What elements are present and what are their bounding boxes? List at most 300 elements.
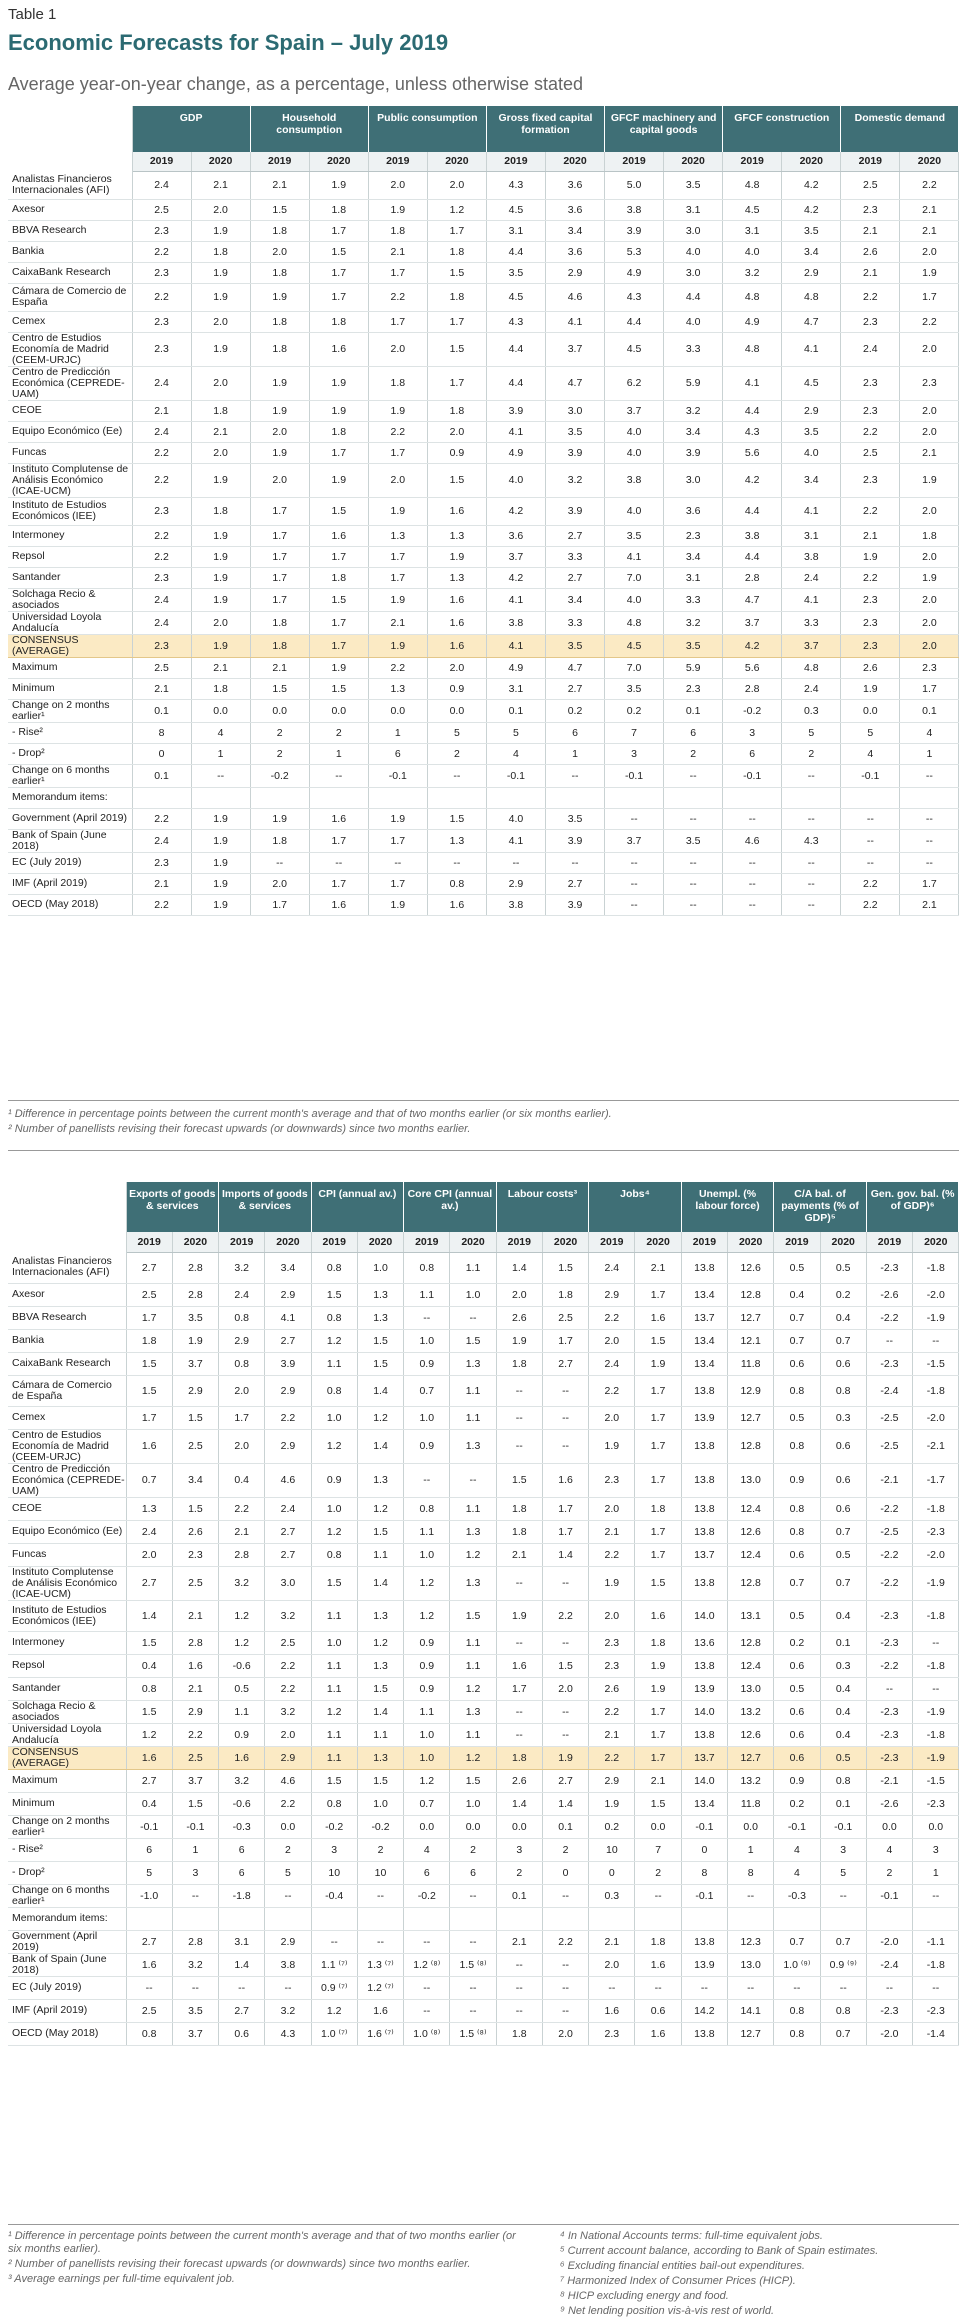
table-cell: 1.8: [496, 1520, 542, 1543]
table-cell: --: [605, 808, 664, 829]
table-cell: 3.5: [172, 1999, 218, 2022]
table-cell: 6: [404, 1861, 450, 1884]
table-cell: 1.7: [309, 220, 368, 241]
table-cell: 0.7: [404, 1792, 450, 1815]
table-cell: -2.0: [866, 2022, 912, 2045]
table-row: [8, 1861, 959, 1884]
table-cell: 3.4: [265, 1252, 311, 1283]
row-label: Bankia: [8, 1329, 126, 1352]
table-cell: --: [309, 852, 368, 873]
table-cell: 1: [172, 1838, 218, 1861]
column-group-header: Domestic demand: [841, 106, 959, 152]
table-cell: 4.0: [605, 588, 664, 611]
table-cell: 1.8: [635, 1930, 681, 1953]
table-cell: 2.1: [900, 220, 959, 241]
table-cell: 2.9: [265, 1375, 311, 1406]
table-cell: 0.3: [589, 1884, 635, 1907]
table-cell: -1.8: [913, 1252, 959, 1283]
table-cell: 1.7: [368, 873, 427, 894]
table-cell: 5.9: [664, 366, 723, 400]
table-cell: 1.3: [368, 525, 427, 546]
table-cell: -2.3: [913, 1520, 959, 1543]
table-cell: 1: [913, 1861, 959, 1884]
table-cell: 3.7: [605, 400, 664, 421]
table-cell: --: [368, 852, 427, 873]
table-cell: 8: [132, 722, 191, 743]
table-cell: [681, 1907, 727, 1930]
table-cell: -1.8: [913, 1654, 959, 1677]
table-cell: -2.2: [866, 1566, 912, 1600]
table-cell: 1.2: [311, 1329, 357, 1352]
table-cell: 2.1: [589, 1520, 635, 1543]
table-cell: [900, 787, 959, 808]
table-cell: 1.3: [427, 525, 486, 546]
table-cell: 1.9: [542, 1746, 588, 1769]
table-cell: -0.1: [866, 1884, 912, 1907]
table-row: [8, 241, 959, 262]
table-cell: 4.2: [486, 567, 545, 588]
table-cell: 7.0: [605, 657, 664, 678]
table-cell: 3.2: [219, 1769, 265, 1792]
header-blank: [8, 106, 132, 152]
table-cell: 1.7: [368, 829, 427, 852]
table-cell: --: [404, 1463, 450, 1497]
row-label: Change on 6 months earlier¹: [8, 764, 132, 787]
table-cell: 3.7: [172, 1769, 218, 1792]
table-cell: 1.1: [357, 1723, 403, 1746]
table-cell: -2.0: [913, 1543, 959, 1566]
table-cell: 1.8: [368, 366, 427, 400]
table-cell: 1: [728, 1838, 774, 1861]
table-cell: 0.8: [311, 1375, 357, 1406]
table-cell: 4.8: [723, 171, 782, 199]
table-cell: 0.8: [219, 1352, 265, 1375]
table-cell: -1.8: [913, 1375, 959, 1406]
table-cell: 1.1: [450, 1406, 496, 1429]
table-cell: 2: [664, 743, 723, 764]
table-cell: 4: [900, 722, 959, 743]
table-cell: 1.5: [357, 1329, 403, 1352]
table-row: [8, 1999, 959, 2022]
column-group-header: Unempl. (% labour force): [681, 1182, 774, 1232]
table-cell: 1.5: [450, 1329, 496, 1352]
table-cell: 4.3: [723, 421, 782, 442]
row-label: CaixaBank Research: [8, 262, 132, 283]
table-cell: 4.0: [723, 241, 782, 262]
table-cell: 13.8: [681, 1429, 727, 1463]
table-cell: 1.8: [635, 1631, 681, 1654]
table-cell: 2.0: [900, 241, 959, 262]
table-cell: 6: [723, 743, 782, 764]
table-cell: 1.9: [589, 1566, 635, 1600]
row-label: IMF (April 2019): [8, 873, 132, 894]
table-cell: 2.5: [265, 1631, 311, 1654]
table-cell: 3.2: [219, 1252, 265, 1283]
table-cell: 3.6: [664, 497, 723, 525]
table-cell: 1.3: [450, 1566, 496, 1600]
table-cell: 2.0: [900, 497, 959, 525]
table-cell: 1.6: [126, 1953, 172, 1976]
table-cell: 2.3: [132, 634, 191, 657]
table-cell: 0.7: [820, 1329, 866, 1352]
table-cell: --: [404, 1999, 450, 2022]
table-cell: -0.1: [172, 1815, 218, 1838]
table-cell: -2.5: [866, 1429, 912, 1463]
table-cell: 1.6: [542, 1463, 588, 1497]
table-cell: 2.3: [589, 1654, 635, 1677]
year-header: 2019: [486, 152, 545, 171]
table-cell: 0.2: [774, 1792, 820, 1815]
table-cell: 10: [311, 1861, 357, 1884]
table-cell: 2.4: [132, 171, 191, 199]
table-cell: 3.5: [782, 421, 841, 442]
table-cell: 3.6: [486, 525, 545, 546]
table-cell: 2.7: [545, 873, 604, 894]
column-group-header: GFCF machinery and capital goods: [605, 106, 723, 152]
row-label: - Drop²: [8, 1861, 126, 1884]
table-cell: 3.6: [545, 241, 604, 262]
table-cell: 2.1: [841, 525, 900, 546]
table-cell: 12.8: [728, 1566, 774, 1600]
table-cell: 2.9: [589, 1283, 635, 1306]
table-cell: 2.1: [132, 873, 191, 894]
table-cell: 0.1: [664, 699, 723, 722]
table-cell: 13.8: [681, 1723, 727, 1746]
table-cell: 2.2: [841, 497, 900, 525]
table-cell: 1.9: [368, 808, 427, 829]
table-cell: -2.3: [866, 1631, 912, 1654]
table-cell: 1.6: [126, 1429, 172, 1463]
row-label: Instituto de Estudios Económicos (IEE): [8, 1600, 126, 1631]
table-cell: -2.3: [866, 1352, 912, 1375]
table-cell: 2.0: [191, 311, 250, 332]
table-cell: 2.1: [635, 1252, 681, 1283]
table-cell: -0.1: [681, 1884, 727, 1907]
table-cell: 1.6: [219, 1746, 265, 1769]
table-cell: 1.4: [357, 1429, 403, 1463]
table-cell: --: [496, 1375, 542, 1406]
table-cell: 1.2: [311, 1520, 357, 1543]
table-cell: 4.4: [605, 311, 664, 332]
table-cell: 2.6: [841, 657, 900, 678]
table-cell: 0.3: [820, 1406, 866, 1429]
table-cell: --: [664, 852, 723, 873]
table-cell: 0.6: [820, 1429, 866, 1463]
table-cell: 0.4: [820, 1723, 866, 1746]
table-cell: -0.6: [219, 1654, 265, 1677]
table-cell: 4.0: [486, 463, 545, 497]
table-cell: --: [782, 764, 841, 787]
table-cell: 1: [545, 743, 604, 764]
table-cell: 2.3: [841, 634, 900, 657]
table-1-footnotes: [8, 1108, 958, 1138]
table-cell: [404, 1907, 450, 1930]
table-cell: 1.2: [404, 1600, 450, 1631]
table-cell: --: [309, 764, 368, 787]
table-cell: 2.0: [219, 1429, 265, 1463]
table-row: [8, 1654, 959, 1677]
table-row: [8, 873, 959, 894]
table-cell: 2.1: [589, 1930, 635, 1953]
table-cell: 2: [250, 722, 309, 743]
table-cell: [820, 1907, 866, 1930]
table-cell: -2.3: [913, 1792, 959, 1815]
table-cell: 1.7: [427, 366, 486, 400]
table-cell: 2.1: [219, 1520, 265, 1543]
table-cell: 1.7: [635, 1406, 681, 1429]
table-row: [8, 567, 959, 588]
row-label: Centro de Estudios Economía de Madrid (CEEM-URJC): [8, 1429, 126, 1463]
table-cell: 1.7: [126, 1306, 172, 1329]
table-cell: 1.1: [357, 1543, 403, 1566]
table-cell: -2.2: [866, 1497, 912, 1520]
table-cell: 2: [542, 1838, 588, 1861]
consensus-row: [8, 1746, 959, 1769]
table-cell: 0.2: [605, 699, 664, 722]
table-cell: 1.2: [427, 199, 486, 220]
row-label: Government (April 2019): [8, 1930, 126, 1953]
table-cell: 0: [542, 1861, 588, 1884]
table-cell: 0.6: [774, 1352, 820, 1375]
table-cell: 1.5: [427, 262, 486, 283]
table-cell: 14.2: [681, 1999, 727, 2022]
row-label: Instituto Complutense de Análisis Económico (ICAE-UCM): [8, 463, 132, 497]
table-row: [8, 1907, 959, 1930]
year-header: 2019: [605, 152, 664, 171]
table-cell: 0: [589, 1861, 635, 1884]
table-cell: 1.5: [496, 1463, 542, 1497]
table-cell: 1.8: [427, 283, 486, 311]
table-cell: 1.0 ⁽⁹⁾: [774, 1953, 820, 1976]
table-cell: 1.6: [635, 2022, 681, 2045]
table-cell: 1.1: [450, 1375, 496, 1406]
table-cell: -1.9: [913, 1700, 959, 1723]
table-cell: 1.4: [496, 1252, 542, 1283]
table-cell: 1.3: [427, 567, 486, 588]
table-cell: -0.1: [126, 1815, 172, 1838]
table-cell: 1.5: [542, 1654, 588, 1677]
table-cell: --: [723, 894, 782, 915]
row-label: Axesor: [8, 1283, 126, 1306]
table-cell: --: [681, 1976, 727, 1999]
header-blank: [8, 152, 132, 171]
table-cell: 1.0: [404, 1746, 450, 1769]
table-cell: 2.1: [250, 171, 309, 199]
footnote: ⁷ Harmonized Index of Consumer Prices (HICP).: [560, 2275, 796, 2287]
year-header: 2020: [664, 152, 723, 171]
table-cell: 3.8: [486, 611, 545, 634]
table-cell: 1.7: [309, 829, 368, 852]
table-cell: 1.5: [126, 1375, 172, 1406]
table-cell: 2: [782, 743, 841, 764]
table-cell: 2.0: [368, 463, 427, 497]
table-cell: 7: [605, 722, 664, 743]
table-cell: 1.2 ⁽⁸⁾: [404, 1953, 450, 1976]
table-cell: 1.2: [311, 1700, 357, 1723]
table-row: [8, 283, 959, 311]
table-cell: [357, 1907, 403, 1930]
table-cell: 2.0: [427, 657, 486, 678]
table-cell: 1.9: [191, 567, 250, 588]
row-label: Bankia: [8, 241, 132, 262]
table-cell: 4.1: [782, 588, 841, 611]
table-row: [8, 787, 959, 808]
table-cell: 3.4: [545, 220, 604, 241]
table-cell: 1.0 ⁽⁷⁾: [311, 2022, 357, 2045]
table-cell: 2.0: [250, 241, 309, 262]
table-cell: 3.9: [664, 442, 723, 463]
table-cell: 1.7: [126, 1406, 172, 1429]
table-cell: -1.4: [913, 2022, 959, 2045]
table-cell: 1.5: [309, 588, 368, 611]
table-cell: 0.3: [820, 1654, 866, 1677]
table-cell: 1.6: [589, 1999, 635, 2022]
table-cell: 1.5: [311, 1769, 357, 1792]
table-cell: 4.4: [486, 241, 545, 262]
table-cell: 1.9: [191, 546, 250, 567]
table-cell: -0.1: [681, 1815, 727, 1838]
table-cell: 1.4: [219, 1953, 265, 1976]
table-cell: --: [265, 1976, 311, 1999]
table-cell: 0.7: [126, 1463, 172, 1497]
table-cell: [841, 787, 900, 808]
table-cell: 1.3: [357, 1600, 403, 1631]
row-label: Solchaga Recio & asociados: [8, 1700, 126, 1723]
row-label: Centro de Predicción Económica (CEPREDE-UAM): [8, 366, 132, 400]
table-cell: 1: [368, 722, 427, 743]
table-cell: 2.9: [265, 1429, 311, 1463]
table-cell: 1.6: [357, 1999, 403, 2022]
table-cell: 1.8: [191, 400, 250, 421]
table-cell: --: [450, 1999, 496, 2022]
table-row: [8, 1631, 959, 1654]
table-cell: 2.1: [132, 400, 191, 421]
table-cell: 1.8: [368, 220, 427, 241]
table-cell: 0.1: [486, 699, 545, 722]
table-cell: 6: [450, 1861, 496, 1884]
table-row: [8, 678, 959, 699]
table-cell: [427, 787, 486, 808]
column-group-header: Household consumption: [250, 106, 368, 152]
table-cell: -2.3: [866, 1746, 912, 1769]
table-cell: 2.0: [219, 1375, 265, 1406]
table-cell: 2.3: [589, 2022, 635, 2045]
table-cell: 1.9: [496, 1329, 542, 1352]
table-cell: 1.9: [309, 463, 368, 497]
table-cell: 4.8: [723, 283, 782, 311]
table-cell: 3.9: [545, 442, 604, 463]
table-cell: --: [250, 852, 309, 873]
table-cell: 2.5: [126, 1999, 172, 2022]
table-cell: 1.0: [404, 1543, 450, 1566]
table-cell: 1.2: [404, 1769, 450, 1792]
table-cell: -0.1: [723, 764, 782, 787]
table-cell: 2.0: [427, 171, 486, 199]
table-cell: 2.7: [542, 1769, 588, 1792]
table-cell: 1.8: [635, 1497, 681, 1520]
table-cell: 0.5: [820, 1746, 866, 1769]
table-cell: --: [427, 852, 486, 873]
table-cell: 3.5: [782, 220, 841, 241]
table-row: [8, 546, 959, 567]
table-cell: 3.9: [605, 220, 664, 241]
column-group-header: Imports of goods & services: [219, 1182, 312, 1232]
table-cell: 12.1: [728, 1329, 774, 1352]
table-cell: 1.6: [635, 1953, 681, 1976]
table-cell: 1.5: [635, 1566, 681, 1600]
table-cell: 1.9: [635, 1654, 681, 1677]
table-cell: 1.9: [191, 852, 250, 873]
table-cell: 1.7: [309, 611, 368, 634]
table-cell: -2.3: [866, 1700, 912, 1723]
table-cell: 0.9 ⁽⁹⁾: [820, 1953, 866, 1976]
table-cell: 3: [820, 1838, 866, 1861]
table-cell: -1.8: [913, 1497, 959, 1520]
table-cell: 1.6: [172, 1654, 218, 1677]
table-cell: 13.0: [728, 1463, 774, 1497]
table-cell: 1.5: [427, 332, 486, 366]
table-cell: 1.2: [311, 1999, 357, 2022]
table-cell: -1.1: [913, 1930, 959, 1953]
table-cell: 3: [723, 722, 782, 743]
table-cell: 0.1: [820, 1792, 866, 1815]
table-cell: --: [496, 1953, 542, 1976]
table-cell: 0.8: [311, 1543, 357, 1566]
table-cell: 4.4: [486, 332, 545, 366]
row-label: Maximum: [8, 657, 132, 678]
table-cell: 1.7: [635, 1520, 681, 1543]
table-cell: 6.2: [605, 366, 664, 400]
table-cell: 1.7: [219, 1406, 265, 1429]
table-cell: --: [635, 1976, 681, 1999]
table-cell: 2.3: [132, 220, 191, 241]
table-row: [8, 1792, 959, 1815]
row-label: Funcas: [8, 1543, 126, 1566]
table-cell: 0.9: [427, 678, 486, 699]
table-cell: 1.0: [311, 1497, 357, 1520]
table-cell: 3.3: [664, 332, 723, 366]
table-cell: 4.7: [782, 311, 841, 332]
table-cell: 1.8: [250, 829, 309, 852]
table-cell: 1.0: [357, 1252, 403, 1283]
table-cell: 1.1: [404, 1700, 450, 1723]
table-cell: -0.2: [250, 764, 309, 787]
table-cell: 1.9: [589, 1792, 635, 1815]
table-cell: 1.2 ⁽⁷⁾: [357, 1976, 403, 1999]
table-cell: 2.6: [841, 241, 900, 262]
table-2-footnotes-right: [560, 2230, 960, 2320]
table-cell: [191, 787, 250, 808]
year-header: 2019: [132, 152, 191, 171]
table-cell: 13.8: [681, 1930, 727, 1953]
table-cell: 2.1: [900, 199, 959, 220]
table-cell: 0.9: [311, 1463, 357, 1497]
table-cell: 2.7: [126, 1769, 172, 1792]
table-cell: 1.9: [191, 634, 250, 657]
table-cell: 2: [250, 743, 309, 764]
table-row: [8, 699, 959, 722]
table-cell: 4.5: [782, 366, 841, 400]
table-cell: 2.2: [841, 873, 900, 894]
table-cell: 2.3: [664, 525, 723, 546]
table-cell: 1.5: [311, 1283, 357, 1306]
table-row: [8, 220, 959, 241]
table-row: [8, 588, 959, 611]
table-cell: 1.5: [126, 1352, 172, 1375]
table-cell: 0.8: [427, 873, 486, 894]
table-cell: 1.0: [450, 1283, 496, 1306]
table-cell: 2.2: [368, 421, 427, 442]
